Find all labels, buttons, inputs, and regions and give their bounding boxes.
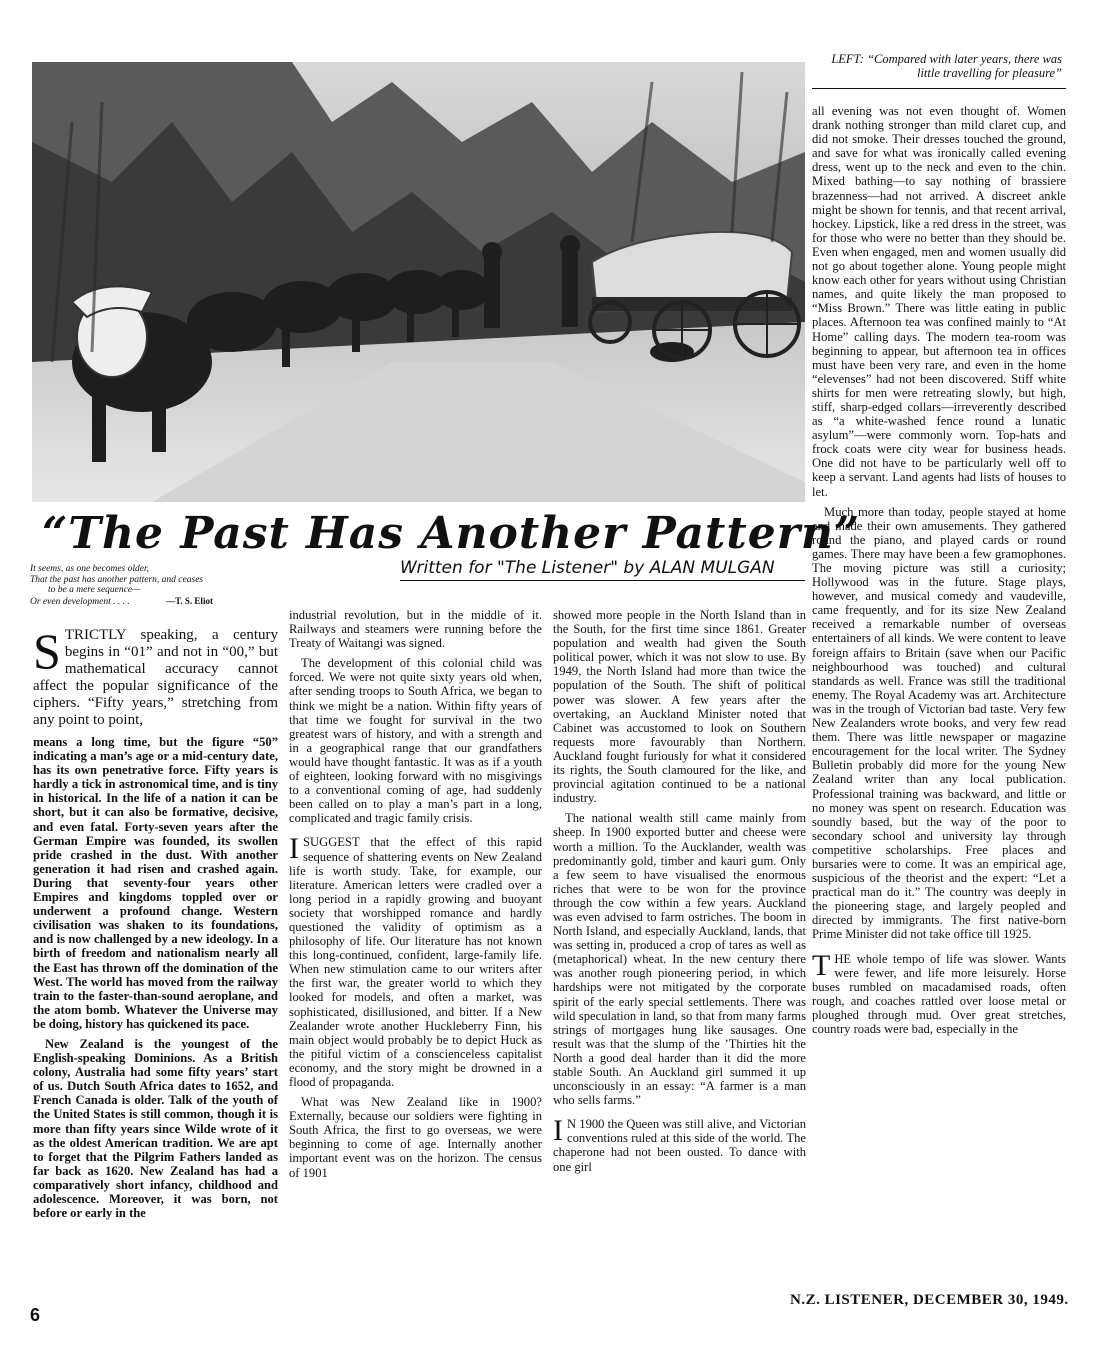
page-number: 6 [30, 1305, 41, 1325]
epigraph [30, 564, 280, 607]
epigraph-line: It seems, as one becomes older, [30, 564, 149, 574]
paragraph: What was New Zealand like in 1900? Externally, because our soldiers were fighting in South Africa, the first to go overseas, we were beginning to come of age. Internally another important event was on the horizon. The census of 1901 [289, 1095, 542, 1180]
paragraph: The national wealth still came mainly from sheep. In 1900 exported butter and cheese were worth a million. To the Aucklander, wealth was predominantly gold, timber and kauri gum. Only a few seem to have visualised the enormous riches that were to be won for the province through the cow within a few years. Auckland was even advised to farm ostriches. The boom in North Island, and especially Auckland, lands, that was setting in, produced a crop of tares as well as (metaphorical) wheat. In the new century there was another rough pioneering period, in which hardships were not mitigated by the corporate spirit of the early special settlements. There was wild speculation in land, so that from many farms strings of mortgages hung like sausages. One result was that the slump of the ’Thirties hit the North a good deal harder than it did the more stable South. An Auckland girl summed it up unconsciously in an essay: “A farmer is a man who sells farms.” [553, 811, 806, 1108]
paragraph: all evening was not even thought of. Women drank nothing stronger than mild claret cup, and did not smoke. Their dresses touched the ground, and save for what was ironically called evening dress, went up to the neck and even to the chin. Mixed bathing—to say nothing of brassiere brazenness—had not arrived. A discreet ankle might be shown for tennis, and that recent arrival, hockey. Lipstick, like a red dress in the street, was for those who were no better than they should be. Even when engaged, men and women usually did not go about together alone. Young people might know each other for years without using Christian names, and quite likely the man proposed to “Miss Brown.” There was little eating in public places. Afternoon tea was confined mainly to “At Home” calling days. The modern tea-room was beginning to appear, but afternoon tea in offices must have been very rare, and even in the home “elevenses” had not been discovered. Stiff white shirts for men were retreating slowly, but high, stiff, sharp-edged collars—irreverently described as “a white-washed fence round a lunatic asylum”—were commonly worn. Top-hats and frock coats were city wear for business heads. One did not have to be particularly well off to keep a servant. Land agents had lists of houses to let. [812, 104, 1066, 499]
paragraph: The development of this colonial child was forced. We were not quite sixty years old when, after sending troops to South Africa, we began to think we might be a nation. Within fifty years of that time we fought for survival in the two greatest wars of history, and with a strength and in a geographical range that our grandfathers would have thought fantastic. It was as if a youth of eighteen, looking forward with no misgivings to a conventional coming of age, had suddenly been called on to play a man’s part in a long, complicated and tragic family crisis. [289, 656, 542, 826]
byline: Written for "The Listener" by ALAN MULGAN [400, 558, 805, 581]
epigraph-line: to be a mere sequence— [48, 585, 141, 595]
photograph-ox-wagon [32, 62, 805, 502]
epigraph-last-line: Or even development . . . . [30, 596, 130, 607]
paragraph [289, 832, 542, 1089]
drop-cap: I [289, 832, 299, 866]
column-2 [289, 608, 542, 1186]
paragraph: New Zealand is the youngest of the English-speaking Dominions. As a British colony, Australia had some fifty years’ start of us. Dutch South Africa dates to 1652, and French Canada is older. Talk of the youth of the United States is still common, though it is more than fifty years since Wilde wrote of it as the oldest American tradition. We are apt to forget that the Pilgrim Fathers landed as far back as 1620. New Zealand has had a comparatively short infancy, childhood and adolescence. Moreover, it was born, not before or early in the [33, 1036, 278, 1221]
lede-paragraph [33, 623, 278, 729]
paragraph [553, 1114, 806, 1174]
headline: “The Past Has Another Pattern” [42, 508, 861, 559]
drop-cap: S [33, 623, 61, 679]
ox-wagon-photo-icon [32, 62, 805, 502]
lede-text: TRICTLY speaking, a century begins in “01” and not in “00,” but mathematical accuracy cannot affect the popular significance of the ciphers. “Fifty years,” stretching from any point to point, [33, 627, 278, 728]
paragraph: means a long time, but the figure “50” indicating a man’s age or a mid-century date, has its own penetrative force. Fifty years is hardly a tick in astronomical time, and is tiny in historical. In the life of a nation it can be short, but it can also be formative, decisive, and even fatal. Forty-seven years after the German Empire was founded, its swollen pride crashed in the dust. With another generation it had risen and crashed again. During that seventy-four years other Empires and kingdoms toppled over or underwent a profound change. Western civilisation was shaken to its foundations, and is now challenged by a new ideology. In a birth of freedom and nationalism nearly all the East has thrown off the domination of the West. The world has moved from the railway train to the faster-than-sound aeroplane, and the atom bomb. Whatever the Universe may be doing, history has quickened its pace. [33, 735, 278, 1031]
epigraph-line: That the past has another pattern, and ceases [30, 574, 204, 585]
paragraph-text: SUGGEST that the effect of this rapid sequence of shattering events on New Zealand life is worth study. Take, for example, our literature. American letters were cradled over a long period in a rapidly growing and buoyant society that worshipped romance and hardly questioned the validity of optimism as a philosophy of life. Our literature has not known this long-continued, confident, large-family life. When new stimulation came to our writers after the first war, the greater world to which they looked for models, and often a market, was sophisticated, disillusioned, and bitter. If a New Zealander wrote another Huckleberry Finn, his main object would probably be to depict Huck as the pitiful victim of a conscienceless capitalist economy, and the story might be drowned in a flood of propaganda. [289, 835, 542, 1089]
column-3 [553, 608, 806, 1180]
drop-cap: T [812, 948, 831, 982]
epigraph-attribution: —T. S. Eliot [166, 595, 213, 606]
paragraph-text: N 1900 the Queen was still alive, and Victorian conventions ruled at this side of the world. The chaperone had not been ousted. To dance with one girl [553, 1117, 806, 1174]
column-1 [33, 623, 278, 1226]
paragraph: industrial revolution, but in the middle of it. Railways and steamers were running before the Treaty of Waitangi was signed. [289, 608, 542, 651]
column-4 [812, 104, 1066, 1042]
epigraph-line [30, 596, 280, 608]
photo-caption: LEFT: “Compared with later years, there was little travelling for pleasure” [831, 52, 1062, 80]
paragraph: showed more people in the North Island than in the South, for the first time since 1861. Greater population and wealth had given the South political power, which it was not slow to use. By 1949, the North Island had more than twice the population of the South. The shift of political power was slower. A few years after the overtaking, an Auckland Minister noted that Cabinet was accustomed to look on Southern requests more favourably than Northern. Auckland fought furiously for what it considered its rights, the South clamoured for the like, and provincial agitation continued to be a national industry. [553, 608, 806, 806]
paragraph [812, 948, 1066, 1037]
paragraph: Much more than today, people stayed at home and made their own amusements. They gathered round the piano, and played cards or round games. There may have been a few gramophones. The moving picture was still a curiosity; Hollywood was in the future. Stage plays, however, and musical comedy and vaudeville, came frequently, and for its size New Zealand received a remarkable number of overseas entertainers of all kinds. We were content to leave foreign affairs to Britain (save when our Pacific neighbourhood was touched) and cultural standards as well. France was still the traditional enemy. The Royal Academy was art. Architecture was in the trough of Victorian bad taste. Very few New Zealanders wrote books, and very few read them. There was little newspaper or magazine encouragement for the local writer. The Sydney Bulletin probably did more for the young New Zealand writer than any local publication. Professional training was backward, and little or no money was spent on research. Education was soundly based, but the way of the poor to secondary school and university lay through competitive scholarships. Free places and bursaries were to come. It was an empirical age, suspicious of the theorist and the expert: “Let a practical man do it.” The country was deeply in the pioneering stage, and largely peopled and directed by immigrants. The first native-born Prime Minister did not take office till 1925. [812, 504, 1066, 942]
masthead-footer: N.Z. LISTENER, DECEMBER 30, 1949. [790, 1292, 1069, 1308]
caption-divider [812, 88, 1066, 89]
drop-cap: I [553, 1114, 563, 1148]
paragraph-text: HE whole tempo of life was slower. Wants were fewer, and life more leisurely. Horse buses rumbled on macadamised roads, often rough, and coaches rattled over loose metal or ploughed through mud. Over great stretches, country roads were bad, especially in the [812, 951, 1066, 1036]
